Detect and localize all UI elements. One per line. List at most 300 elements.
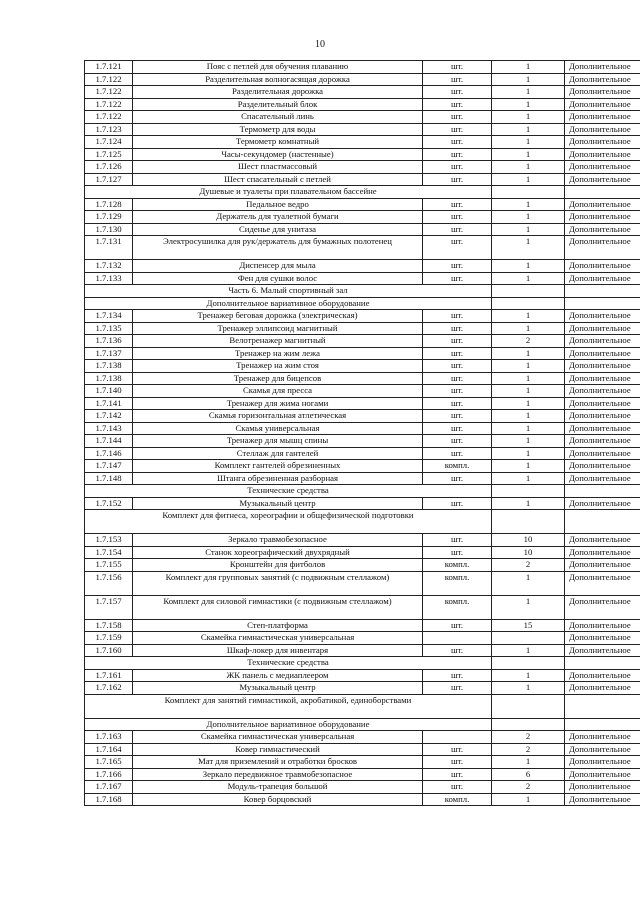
item-unit: компл. — [423, 559, 492, 572]
item-type: Дополнительное — [565, 198, 640, 211]
item-name: Тренажер для мышц спины — [133, 435, 423, 448]
item-quantity: 1 — [492, 161, 565, 174]
item-unit: шт. — [423, 148, 492, 161]
item-quantity: 1 — [492, 98, 565, 111]
item-code: 1.7.140 — [85, 385, 133, 398]
item-type: Дополнительное — [565, 559, 640, 572]
item-quantity: 2 — [492, 781, 565, 794]
item-code: 1.7.162 — [85, 682, 133, 695]
item-unit: шт. — [423, 347, 492, 360]
item-unit: шт. — [423, 682, 492, 695]
item-name: Тренажер на жим лежа — [133, 347, 423, 360]
item-code: 1.7.126 — [85, 161, 133, 174]
table-row — [85, 347, 640, 360]
item-code: 1.7.165 — [85, 756, 133, 769]
item-quantity: 1 — [492, 472, 565, 485]
item-name: Держатель для туалетной бумаги — [133, 211, 423, 224]
table-row — [85, 322, 640, 335]
item-quantity: 1 — [492, 347, 565, 360]
item-quantity: 1 — [492, 756, 565, 769]
section-title: Душевые и туалеты при плавательном бассейне — [85, 186, 492, 199]
item-name: Комплект гантелей обрезиненных — [133, 460, 423, 473]
item-quantity: 1 — [492, 497, 565, 510]
item-name: ЖК панель с медиаплеером — [133, 669, 423, 682]
item-code: 1.7.156 — [85, 571, 133, 595]
item-name: Разделительный блок — [133, 98, 423, 111]
table-row — [85, 111, 640, 124]
item-name: Тренажер эллипсоид магнитный — [133, 322, 423, 335]
item-code: 1.7.123 — [85, 123, 133, 136]
item-type: Дополнительное — [565, 768, 640, 781]
item-code: 1.7.134 — [85, 310, 133, 323]
item-unit: шт. — [423, 447, 492, 460]
table-row — [85, 669, 640, 682]
item-code: 1.7.164 — [85, 743, 133, 756]
section-type-cell — [565, 510, 640, 534]
item-name: Фен для сушки волос — [133, 272, 423, 285]
item-name: Кронштейн для фитболов — [133, 559, 423, 572]
item-type: Дополнительное — [565, 632, 640, 645]
item-type: Дополнительное — [565, 460, 640, 473]
item-quantity: 1 — [492, 111, 565, 124]
table-row — [85, 272, 640, 285]
item-quantity: 1 — [492, 669, 565, 682]
item-quantity: 1 — [492, 595, 565, 619]
item-unit: шт. — [423, 422, 492, 435]
item-quantity: 1 — [492, 385, 565, 398]
item-quantity: 1 — [492, 211, 565, 224]
item-code: 1.7.121 — [85, 61, 133, 74]
item-name: Зеркало передвижное травмобезопасное — [133, 768, 423, 781]
item-unit: шт. — [423, 397, 492, 410]
item-code: 1.7.130 — [85, 223, 133, 236]
item-type: Дополнительное — [565, 669, 640, 682]
item-unit: шт. — [423, 223, 492, 236]
item-unit: шт. — [423, 619, 492, 632]
table-row — [85, 161, 640, 174]
item-type: Дополнительное — [565, 360, 640, 373]
item-code: 1.7.159 — [85, 632, 133, 645]
item-name: Термометр комнатный — [133, 136, 423, 149]
item-code: 1.7.122 — [85, 98, 133, 111]
item-unit: шт. — [423, 743, 492, 756]
item-quantity: 1 — [492, 173, 565, 186]
equipment-table-body — [85, 61, 640, 806]
section-qty-cell — [492, 510, 565, 534]
item-unit: шт. — [423, 768, 492, 781]
table-row — [85, 236, 640, 260]
item-code: 1.7.143 — [85, 422, 133, 435]
item-type: Дополнительное — [565, 422, 640, 435]
item-code: 1.7.129 — [85, 211, 133, 224]
table-row — [85, 743, 640, 756]
table-row — [85, 731, 640, 744]
item-type: Дополнительное — [565, 571, 640, 595]
section-qty-cell — [492, 485, 565, 498]
item-type: Дополнительное — [565, 682, 640, 695]
item-name: Шкаф-локер для инвентаря — [133, 644, 423, 657]
item-name: Диспенсер для мыла — [133, 260, 423, 273]
item-code: 1.7.122 — [85, 111, 133, 124]
item-name: Тренажер для жима ногами — [133, 397, 423, 410]
table-row — [85, 136, 640, 149]
item-quantity: 1 — [492, 793, 565, 806]
section-qty-cell — [492, 285, 565, 298]
item-quantity: 10 — [492, 534, 565, 547]
section-title: Дополнительное вариативное оборудование — [85, 297, 492, 310]
table-row — [85, 546, 640, 559]
section-type-cell — [565, 694, 640, 718]
item-unit: компл. — [423, 571, 492, 595]
item-name: Штанга обрезиненная разборная — [133, 472, 423, 485]
section-type-cell — [565, 657, 640, 670]
item-type: Дополнительное — [565, 211, 640, 224]
item-quantity: 1 — [492, 123, 565, 136]
item-name: Скамейка гимнастическая универсальная — [133, 731, 423, 744]
item-name: Скамья горизонтальная атлетическая — [133, 410, 423, 423]
table-row — [85, 73, 640, 86]
item-quantity: 1 — [492, 682, 565, 695]
item-name: Мат для приземлений и отработки бросков — [133, 756, 423, 769]
item-unit: шт. — [423, 644, 492, 657]
table-row — [85, 148, 640, 161]
section-qty-cell — [492, 718, 565, 731]
item-unit: шт. — [423, 123, 492, 136]
item-code: 1.7.131 — [85, 236, 133, 260]
item-name: Тренажер беговая дорожка (электрическая) — [133, 310, 423, 323]
section-type-cell — [565, 186, 640, 199]
table-row — [85, 198, 640, 211]
item-name: Пояс с петлей для обучения плаванию — [133, 61, 423, 74]
item-name: Стеллаж для гантелей — [133, 447, 423, 460]
item-type: Дополнительное — [565, 743, 640, 756]
section-qty-cell — [492, 186, 565, 199]
item-unit: шт. — [423, 410, 492, 423]
item-type: Дополнительное — [565, 123, 640, 136]
table-row — [85, 86, 640, 99]
item-type: Дополнительное — [565, 347, 640, 360]
item-code: 1.7.155 — [85, 559, 133, 572]
item-code: 1.7.138 — [85, 360, 133, 373]
item-name: Скамья для пресса — [133, 385, 423, 398]
item-type: Дополнительное — [565, 435, 640, 448]
item-name: Шест спасательный с петлей — [133, 173, 423, 186]
item-quantity: 1 — [492, 86, 565, 99]
item-quantity: 1 — [492, 397, 565, 410]
section-row — [85, 657, 640, 670]
item-unit: шт. — [423, 198, 492, 211]
item-type: Дополнительное — [565, 61, 640, 74]
item-name: Шест пластмассовый — [133, 161, 423, 174]
item-unit — [423, 632, 492, 645]
table-row — [85, 223, 640, 236]
table-row — [85, 310, 640, 323]
item-name: Электросушилка для рук/держатель для бумажных полотенец — [133, 236, 423, 260]
section-title: Комплект для фитнеса, хореографии и общефизической подготовки — [85, 510, 492, 534]
item-name: Спасательный линь — [133, 111, 423, 124]
item-type: Дополнительное — [565, 310, 640, 323]
item-quantity: 1 — [492, 644, 565, 657]
table-row — [85, 682, 640, 695]
item-quantity: 1 — [492, 447, 565, 460]
table-row — [85, 460, 640, 473]
item-quantity: 1 — [492, 322, 565, 335]
table-row — [85, 410, 640, 423]
item-quantity: 1 — [492, 435, 565, 448]
item-unit: шт. — [423, 73, 492, 86]
item-quantity: 1 — [492, 422, 565, 435]
section-row — [85, 718, 640, 731]
table-row — [85, 360, 640, 373]
item-code: 1.7.163 — [85, 731, 133, 744]
item-unit: шт. — [423, 322, 492, 335]
item-unit: шт. — [423, 98, 492, 111]
table-row — [85, 756, 640, 769]
item-type: Дополнительное — [565, 546, 640, 559]
item-name: Модуль-трапеция большой — [133, 781, 423, 794]
item-code: 1.7.138 — [85, 372, 133, 385]
item-code: 1.7.168 — [85, 793, 133, 806]
item-unit: компл. — [423, 595, 492, 619]
item-unit: шт. — [423, 335, 492, 348]
item-quantity: 1 — [492, 73, 565, 86]
item-name: Ковер борцовский — [133, 793, 423, 806]
item-quantity: 2 — [492, 731, 565, 744]
item-unit: шт. — [423, 497, 492, 510]
table-row — [85, 632, 640, 645]
item-type: Дополнительное — [565, 472, 640, 485]
item-unit: компл. — [423, 793, 492, 806]
table-row — [85, 472, 640, 485]
item-code: 1.7.124 — [85, 136, 133, 149]
item-name: Разделительная волногасящая дорожка — [133, 73, 423, 86]
item-name: Часы-секундомер (настенные) — [133, 148, 423, 161]
item-quantity: 1 — [492, 571, 565, 595]
item-code: 1.7.157 — [85, 595, 133, 619]
item-type: Дополнительное — [565, 731, 640, 744]
item-quantity: 1 — [492, 136, 565, 149]
item-type: Дополнительное — [565, 73, 640, 86]
item-type: Дополнительное — [565, 322, 640, 335]
item-quantity: 15 — [492, 619, 565, 632]
item-quantity: 6 — [492, 768, 565, 781]
section-qty-cell — [492, 297, 565, 310]
item-code: 1.7.152 — [85, 497, 133, 510]
item-name: Комплект для групповых занятий (с подвижным стеллажом) — [133, 571, 423, 595]
table-row — [85, 211, 640, 224]
item-unit: шт. — [423, 669, 492, 682]
item-code: 1.7.160 — [85, 644, 133, 657]
item-unit: шт. — [423, 236, 492, 260]
item-quantity: 1 — [492, 360, 565, 373]
item-code: 1.7.166 — [85, 768, 133, 781]
item-name: Музыкальный центр — [133, 682, 423, 695]
item-type: Дополнительное — [565, 385, 640, 398]
item-code: 1.7.137 — [85, 347, 133, 360]
item-unit: шт. — [423, 111, 492, 124]
item-type: Дополнительное — [565, 447, 640, 460]
table-row — [85, 173, 640, 186]
item-type: Дополнительное — [565, 595, 640, 619]
item-type: Дополнительное — [565, 111, 640, 124]
item-code: 1.7.133 — [85, 272, 133, 285]
item-quantity: 1 — [492, 310, 565, 323]
item-quantity: 1 — [492, 460, 565, 473]
item-unit: шт. — [423, 385, 492, 398]
section-qty-cell — [492, 694, 565, 718]
item-unit: шт. — [423, 781, 492, 794]
item-type: Дополнительное — [565, 98, 640, 111]
item-code: 1.7.167 — [85, 781, 133, 794]
item-code: 1.7.135 — [85, 322, 133, 335]
item-type: Дополнительное — [565, 781, 640, 794]
item-quantity: 1 — [492, 260, 565, 273]
item-unit: шт. — [423, 472, 492, 485]
item-type: Дополнительное — [565, 372, 640, 385]
item-quantity: 1 — [492, 372, 565, 385]
item-unit — [423, 731, 492, 744]
item-code: 1.7.128 — [85, 198, 133, 211]
item-type: Дополнительное — [565, 397, 640, 410]
section-type-cell — [565, 297, 640, 310]
item-name: Станок хореографический двухрядный — [133, 546, 423, 559]
item-unit: шт. — [423, 272, 492, 285]
table-row — [85, 793, 640, 806]
item-unit: шт. — [423, 61, 492, 74]
section-row — [85, 285, 640, 298]
item-type: Дополнительное — [565, 260, 640, 273]
item-unit: шт. — [423, 435, 492, 448]
item-name: Комплект для силовой гимнастики (с подвижным стеллажом) — [133, 595, 423, 619]
item-code: 1.7.161 — [85, 669, 133, 682]
item-code: 1.7.142 — [85, 410, 133, 423]
item-code: 1.7.132 — [85, 260, 133, 273]
item-name: Педальное ведро — [133, 198, 423, 211]
section-type-cell — [565, 718, 640, 731]
item-unit: шт. — [423, 161, 492, 174]
item-name: Скамья универсальная — [133, 422, 423, 435]
item-unit: шт. — [423, 756, 492, 769]
item-type: Дополнительное — [565, 236, 640, 260]
item-code: 1.7.148 — [85, 472, 133, 485]
table-row — [85, 385, 640, 398]
item-type: Дополнительное — [565, 619, 640, 632]
item-unit: шт. — [423, 310, 492, 323]
item-quantity: 2 — [492, 743, 565, 756]
table-row — [85, 595, 640, 619]
table-row — [85, 435, 640, 448]
item-name: Музыкальный центр — [133, 497, 423, 510]
table-row — [85, 644, 640, 657]
table-row — [85, 372, 640, 385]
item-quantity: 1 — [492, 410, 565, 423]
item-unit: шт. — [423, 534, 492, 547]
table-row — [85, 98, 640, 111]
table-row — [85, 260, 640, 273]
table-row — [85, 335, 640, 348]
item-code: 1.7.154 — [85, 546, 133, 559]
item-unit: шт. — [423, 173, 492, 186]
section-title: Дополнительное вариативное оборудование — [85, 718, 492, 731]
item-type: Дополнительное — [565, 335, 640, 348]
item-name: Ковер гимнастический — [133, 743, 423, 756]
item-name: Сиденье для унитаза — [133, 223, 423, 236]
page-number: 10 — [315, 39, 325, 50]
table-row — [85, 123, 640, 136]
section-row — [85, 485, 640, 498]
item-quantity: 1 — [492, 148, 565, 161]
table-row — [85, 61, 640, 74]
section-row — [85, 510, 640, 534]
item-name: Степ-платформа — [133, 619, 423, 632]
section-title: Комплект для занятий гимнастикой, акробатикой, единоборствами — [85, 694, 492, 718]
item-name: Тренажер на жим стоя — [133, 360, 423, 373]
section-row — [85, 186, 640, 199]
item-type: Дополнительное — [565, 793, 640, 806]
item-code: 1.7.146 — [85, 447, 133, 460]
table-row — [85, 397, 640, 410]
item-code: 1.7.127 — [85, 173, 133, 186]
section-title: Часть 6. Малый спортивный зал — [85, 285, 492, 298]
item-unit: шт. — [423, 260, 492, 273]
item-unit: шт. — [423, 136, 492, 149]
item-type: Дополнительное — [565, 86, 640, 99]
section-qty-cell — [492, 657, 565, 670]
item-type: Дополнительное — [565, 534, 640, 547]
item-type: Дополнительное — [565, 161, 640, 174]
item-type: Дополнительное — [565, 756, 640, 769]
item-name: Зеркало травмобезопасное — [133, 534, 423, 547]
item-type: Дополнительное — [565, 223, 640, 236]
item-code: 1.7.144 — [85, 435, 133, 448]
item-code: 1.7.136 — [85, 335, 133, 348]
item-code: 1.7.122 — [85, 86, 133, 99]
section-type-cell — [565, 485, 640, 498]
table-row — [85, 447, 640, 460]
table-row — [85, 571, 640, 595]
table-row — [85, 781, 640, 794]
item-code: 1.7.122 — [85, 73, 133, 86]
item-type: Дополнительное — [565, 497, 640, 510]
item-code: 1.7.125 — [85, 148, 133, 161]
item-unit: шт. — [423, 360, 492, 373]
table-row — [85, 768, 640, 781]
item-unit: шт. — [423, 86, 492, 99]
item-name: Скамейка гимнастическая универсальная — [133, 632, 423, 645]
item-code: 1.7.158 — [85, 619, 133, 632]
item-type: Дополнительное — [565, 148, 640, 161]
item-name: Термометр для воды — [133, 123, 423, 136]
item-type: Дополнительное — [565, 136, 640, 149]
item-unit: шт. — [423, 546, 492, 559]
table-row — [85, 559, 640, 572]
item-unit: компл. — [423, 460, 492, 473]
item-quantity: 2 — [492, 559, 565, 572]
item-quantity: 10 — [492, 546, 565, 559]
item-name: Тренажер для бицепсов — [133, 372, 423, 385]
item-quantity: 1 — [492, 236, 565, 260]
item-unit: шт. — [423, 211, 492, 224]
table-row — [85, 619, 640, 632]
table-row — [85, 497, 640, 510]
table-row — [85, 422, 640, 435]
item-name: Разделительная дорожка — [133, 86, 423, 99]
item-code: 1.7.141 — [85, 397, 133, 410]
equipment-table — [84, 60, 640, 806]
item-quantity: 1 — [492, 198, 565, 211]
item-type: Дополнительное — [565, 644, 640, 657]
item-quantity — [492, 632, 565, 645]
